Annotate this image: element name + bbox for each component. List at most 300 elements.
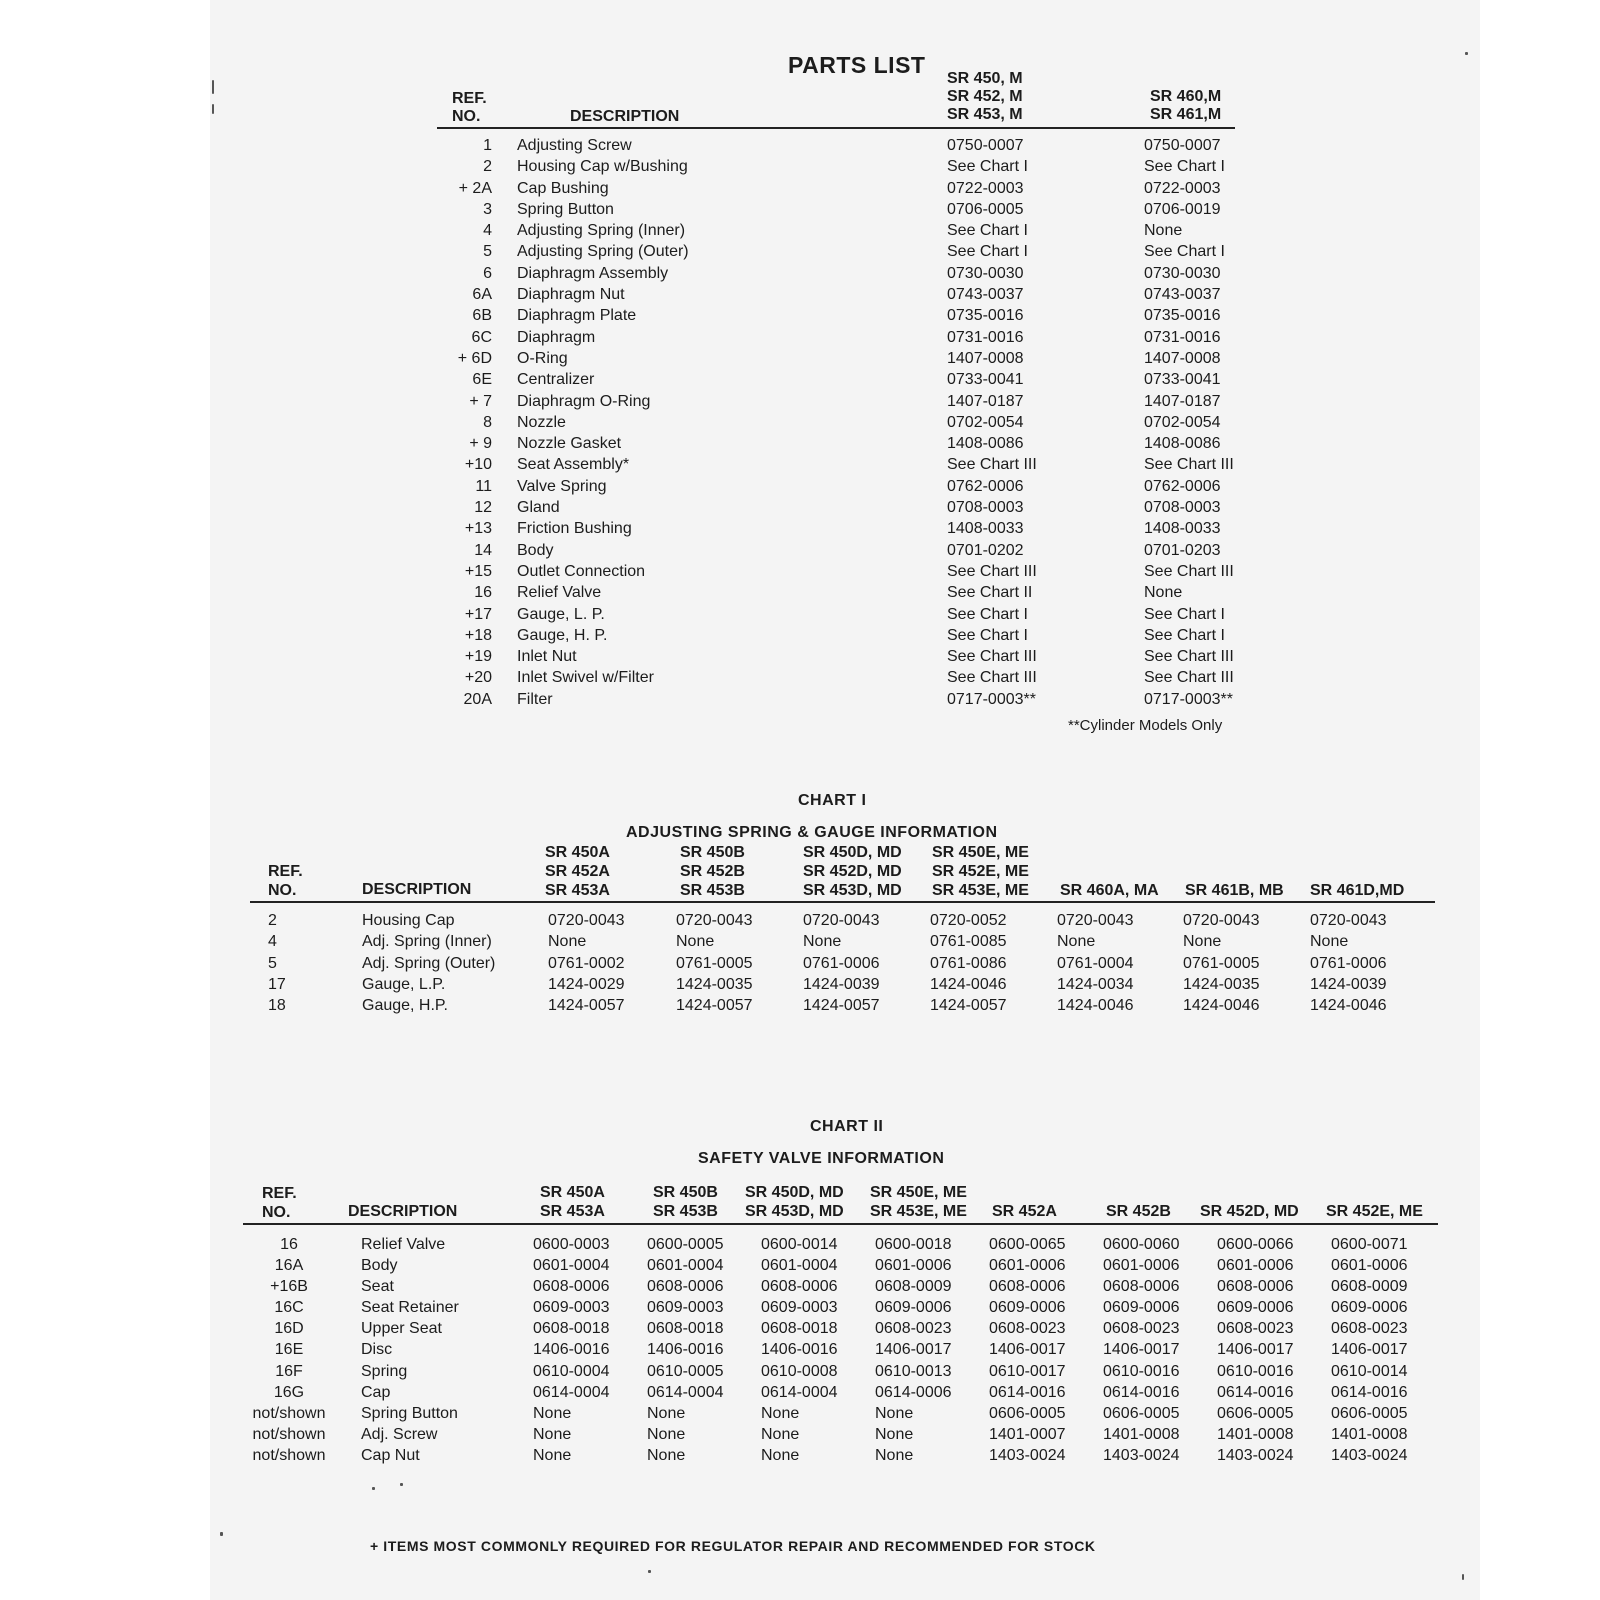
part-number-cell: 0608-0018 [533, 1320, 610, 1338]
part-number-cell: 0601-0006 [989, 1257, 1066, 1275]
part-number-cell: None [533, 1425, 572, 1443]
part-number-sr460-series: None [1144, 584, 1183, 602]
part-number-cell: 1406-0016 [647, 1341, 724, 1359]
part-number-cell: 1424-0034 [1057, 975, 1134, 993]
table-row [437, 542, 1257, 563]
part-number-sr450-series: See Chart I [947, 158, 1028, 176]
part-number-cell: 0601-0006 [1103, 1257, 1180, 1275]
scan-speck [372, 1487, 375, 1490]
table-row [437, 563, 1257, 584]
part-number-cell: 0601-0006 [875, 1257, 952, 1275]
part-number-cell: 0608-0006 [761, 1278, 838, 1296]
part-number-cell: 1424-0057 [676, 997, 753, 1015]
ref-number: 6B [472, 307, 492, 325]
table-row [243, 1341, 1443, 1362]
part-number-sr450-series: 0750-0007 [947, 137, 1024, 154]
part-number-sr460-series: 1407-0008 [1144, 349, 1221, 367]
ref-number: not/shown [252, 1404, 326, 1422]
ref-number: + 6D [457, 349, 492, 367]
parts-list-header-rule [437, 127, 1235, 129]
chart1-column-header [680, 843, 745, 900]
column-header-line: SR 453D, MD [745, 1203, 844, 1220]
part-number-cell: 0761-0004 [1057, 954, 1134, 972]
part-description: Cap [361, 1383, 391, 1401]
ref-number: 3 [483, 200, 492, 218]
parts-list-col2-header: SR 460,M SR 461,M [1150, 88, 1222, 123]
ref-number: +15 [464, 562, 492, 580]
part-number-sr460-series: 0717-0003** [1144, 690, 1233, 708]
chart2-table [243, 1236, 1443, 1468]
column-header-line: SR 450E, ME [932, 844, 1029, 861]
chart1-header-rule [250, 901, 1435, 903]
chart1-table [250, 912, 1440, 1018]
ref-number: + 9 [469, 435, 492, 453]
chart2-column-header [1326, 1202, 1423, 1221]
part-number-cell: 0608-0006 [989, 1278, 1066, 1296]
table-row [437, 606, 1257, 627]
part-number-cell: None [533, 1446, 572, 1464]
part-number-cell: 0606-0005 [1331, 1404, 1408, 1422]
part-description: Seat [361, 1278, 394, 1296]
part-description: Nozzle Gasket [517, 435, 622, 453]
part-number-cell: 1424-0046 [1310, 997, 1387, 1015]
part-number-sr460-series: 0730-0030 [1144, 264, 1221, 282]
part-number-sr460-series: See Chart III [1144, 648, 1234, 666]
part-description: Adj. Screw [361, 1425, 438, 1443]
table-row [243, 1257, 1443, 1278]
part-description: Friction Bushing [517, 520, 632, 538]
part-number-sr460-series: See Chart I [1144, 626, 1225, 644]
part-number-cell: None [647, 1425, 686, 1443]
part-number-sr460-series: 0750-0007 [1144, 137, 1221, 154]
part-number-cell: None [1057, 933, 1096, 951]
table-row [437, 456, 1257, 477]
part-number-sr450-series: 1408-0086 [947, 435, 1024, 453]
column-header-line: SR 453A [540, 1203, 605, 1220]
chart1-column-header [932, 843, 1029, 900]
ref-number: not/shown [252, 1425, 326, 1443]
ref-number: 6A [472, 286, 492, 304]
part-description: Filter [517, 690, 553, 708]
table-row [243, 1426, 1443, 1447]
part-number-cell: 0720-0043 [1057, 912, 1134, 929]
table-row [243, 1363, 1443, 1384]
part-number-cell: 0601-0006 [1331, 1257, 1408, 1275]
ref-number: +18 [464, 626, 492, 644]
part-number-cell: 1424-0046 [1057, 997, 1134, 1015]
column-header-line: SR 453A [545, 882, 610, 899]
scan-speck [212, 104, 214, 114]
ref-number: 8 [483, 413, 492, 431]
part-number-cell: 0609-0006 [989, 1299, 1066, 1317]
part-description: Diaphragm [517, 328, 596, 346]
part-number-cell: 0600-0003 [533, 1236, 610, 1253]
part-number-cell: 0600-0065 [989, 1236, 1066, 1253]
part-number-cell: 0610-0004 [533, 1362, 610, 1380]
part-number-cell: None [803, 933, 842, 951]
part-number-cell: 0601-0004 [761, 1257, 838, 1275]
part-number-sr460-series: 1408-0033 [1144, 520, 1221, 538]
table-row [437, 499, 1257, 520]
part-number-cell: None [761, 1404, 800, 1422]
column-header-line: SR 452B [680, 863, 745, 880]
part-number-cell: 0608-0018 [761, 1320, 838, 1338]
table-row [437, 478, 1257, 499]
table-row [437, 669, 1257, 690]
part-description: Cap Nut [361, 1446, 420, 1464]
part-number-cell: 0614-0004 [647, 1383, 724, 1401]
part-description: Nozzle [517, 413, 566, 431]
part-number-cell: 1403-0024 [1103, 1446, 1180, 1464]
part-description: Inlet Swivel w/Filter [517, 669, 654, 687]
part-number-cell: 0614-0004 [761, 1383, 838, 1401]
part-description: Body [517, 541, 554, 559]
part-description: Gauge, L. P. [517, 605, 605, 623]
ref-number: 16 [474, 584, 492, 602]
ref-number: 16E [274, 1341, 304, 1359]
chart2-column-header [870, 1183, 967, 1221]
part-description: O-Ring [517, 349, 568, 367]
table-row [437, 329, 1257, 350]
part-number-cell: 1424-0035 [676, 975, 753, 993]
part-number-cell: None [533, 1404, 572, 1422]
part-number-sr450-series: See Chart III [947, 648, 1037, 666]
part-number-cell: 1401-0008 [1331, 1425, 1408, 1443]
ref-number: 4 [268, 933, 277, 951]
part-number-sr450-series: See Chart III [947, 669, 1037, 687]
part-number-cell: 0761-0006 [1310, 954, 1387, 972]
scan-speck [400, 1483, 403, 1486]
part-description: Diaphragm Plate [517, 307, 637, 325]
part-number-cell: 0606-0005 [1103, 1404, 1180, 1422]
part-number-cell: 0606-0005 [989, 1404, 1066, 1422]
table-row [243, 1384, 1443, 1405]
ref-number: + 7 [469, 392, 492, 410]
table-row [250, 933, 1440, 954]
part-number-cell: 0600-0014 [761, 1236, 838, 1253]
table-row [437, 265, 1257, 286]
part-number-cell: 1424-0039 [1310, 975, 1387, 993]
part-description: Upper Seat [361, 1320, 442, 1338]
column-header-line: SR 453D, MD [803, 882, 902, 899]
part-number-cell: 1424-0029 [548, 975, 625, 993]
part-number-sr450-series: 0731-0016 [947, 328, 1024, 346]
table-row [437, 243, 1257, 264]
part-number-cell: 0606-0005 [1217, 1404, 1294, 1422]
part-number-sr450-series: 0743-0037 [947, 286, 1024, 304]
part-number-cell: 0720-0043 [548, 912, 625, 929]
scan-speck [648, 1570, 651, 1573]
part-number-sr460-series: See Chart III [1144, 669, 1234, 687]
ref-number: 16G [273, 1383, 305, 1401]
part-description: Cap Bushing [517, 179, 609, 197]
part-description: Valve Spring [517, 477, 607, 495]
part-number-cell: 0601-0004 [533, 1257, 610, 1275]
part-number-cell: 0614-0016 [1331, 1383, 1408, 1401]
column-header-line: SR 461D,MD [1310, 882, 1405, 899]
part-number-sr450-series: See Chart I [947, 605, 1028, 623]
chart1-column-header [1185, 881, 1284, 900]
part-number-sr460-series: 0762-0006 [1144, 477, 1221, 495]
part-number-cell: 0608-0023 [1331, 1320, 1408, 1338]
table-row [437, 691, 1257, 712]
part-number-cell: None [548, 933, 587, 951]
table-row [250, 976, 1440, 997]
part-number-cell: 1401-0007 [989, 1425, 1066, 1443]
part-number-cell: 0609-0006 [1103, 1299, 1180, 1317]
chart2-column-header [992, 1202, 1057, 1221]
part-number-cell: 0609-0003 [533, 1299, 610, 1317]
ref-number: 16A [274, 1257, 304, 1275]
part-number-cell: 0608-0006 [647, 1278, 724, 1296]
part-description: Adjusting Screw [517, 137, 632, 154]
scan-speck [1462, 1574, 1464, 1580]
part-number-cell: 0601-0004 [647, 1257, 724, 1275]
part-number-sr460-series: None [1144, 222, 1183, 240]
column-header-line: SR 452B [1106, 1203, 1171, 1220]
table-row [437, 371, 1257, 392]
part-number-cell: 0608-0023 [875, 1320, 952, 1338]
part-number-cell: 1403-0024 [1217, 1446, 1294, 1464]
part-number-cell: 1424-0057 [803, 997, 880, 1015]
chart2-column-header [653, 1183, 718, 1221]
part-number-cell: None [676, 933, 715, 951]
part-number-cell: None [875, 1425, 914, 1443]
table-row [243, 1447, 1443, 1468]
part-number-sr460-series: 0701-0203 [1144, 541, 1221, 559]
part-number-sr450-series: 0717-0003** [947, 690, 1036, 708]
part-description: Housing Cap w/Bushing [517, 158, 688, 176]
table-row [243, 1299, 1443, 1320]
chart2-header-rule [243, 1223, 1438, 1225]
part-number-sr460-series: 0735-0016 [1144, 307, 1221, 325]
column-header-line: SR 452E, ME [1326, 1203, 1423, 1220]
part-number-cell: 0610-0017 [989, 1362, 1066, 1380]
ref-number: 18 [268, 997, 286, 1015]
table-row [437, 627, 1257, 648]
part-number-cell: 0600-0071 [1331, 1236, 1408, 1253]
part-number-cell: 0608-0006 [1103, 1278, 1180, 1296]
scan-speck [220, 1532, 223, 1536]
part-number-sr450-series: 0733-0041 [947, 371, 1024, 389]
parts-list-col1-header: SR 450, M SR 452, M SR 453, M [947, 70, 1023, 123]
ref-number: 12 [474, 499, 492, 517]
part-description: Diaphragm Assembly [517, 264, 669, 282]
part-number-sr450-series: See Chart III [947, 456, 1037, 474]
ref-number: 16C [274, 1299, 304, 1317]
scan-speck [1465, 52, 1468, 55]
ref-number: +19 [464, 648, 492, 666]
part-number-sr460-series: See Chart III [1144, 456, 1234, 474]
ref-number: 2 [483, 158, 492, 176]
part-number-cell: 0761-0005 [676, 954, 753, 972]
part-number-sr460-series: See Chart I [1144, 605, 1225, 623]
column-header-line: SR 450A [545, 844, 610, 861]
part-number-sr460-series: 0731-0016 [1144, 328, 1221, 346]
part-number-cell: 1401-0008 [1217, 1425, 1294, 1443]
part-number-cell: 0600-0060 [1103, 1236, 1180, 1253]
ref-number: + 2A [458, 179, 492, 197]
part-number-cell: None [761, 1425, 800, 1443]
chart1-ref-header: REF. NO. [268, 863, 303, 899]
part-number-cell: 0610-0008 [761, 1362, 838, 1380]
ref-number: 6 [483, 264, 492, 282]
column-header-line: SR 453B [653, 1203, 718, 1220]
part-description: Adjusting Spring (Outer) [517, 243, 689, 261]
column-header-line: SR 450D, MD [803, 844, 902, 861]
chart2-desc-header: DESCRIPTION [348, 1203, 458, 1220]
ref-number: 20A [463, 690, 492, 708]
column-header-line: SR 452D, MD [803, 863, 902, 880]
part-number-cell: 0614-0016 [1103, 1383, 1180, 1401]
part-number-cell: 0614-0004 [533, 1383, 610, 1401]
part-number-sr460-series: See Chart III [1144, 562, 1234, 580]
part-number-sr460-series: 0708-0003 [1144, 499, 1221, 517]
part-number-cell: 0614-0016 [989, 1383, 1066, 1401]
part-number-cell: 0608-0009 [875, 1278, 952, 1296]
ref-number: 5 [268, 954, 277, 972]
part-number-cell: 0720-0043 [1310, 912, 1387, 929]
part-number-sr460-series: 0706-0019 [1144, 200, 1221, 218]
part-number-cell: 0609-0003 [647, 1299, 724, 1317]
part-number-cell: 1406-0017 [875, 1341, 952, 1359]
column-header-line: SR 450E, ME [870, 1184, 967, 1201]
column-header-line: SR 452A [992, 1203, 1057, 1220]
column-header-line: SR 453E, ME [932, 882, 1029, 899]
column-header-line: SR 450D, MD [745, 1184, 844, 1201]
parts-list-footnote: **Cylinder Models Only [1068, 717, 1223, 734]
part-number-cell: 1406-0017 [1331, 1341, 1408, 1359]
part-description: Spring Button [517, 200, 614, 218]
table-row [437, 648, 1257, 669]
ref-number: 2 [268, 912, 277, 929]
part-number-cell: 1406-0017 [989, 1341, 1066, 1359]
ref-number: 14 [474, 541, 492, 559]
part-description: Spring Button [361, 1404, 458, 1422]
column-header-line: SR 460A, MA [1060, 882, 1159, 899]
column-header-line: SR 453E, ME [870, 1203, 967, 1220]
part-number-sr460-series: See Chart I [1144, 158, 1225, 176]
part-number-sr450-series: 1408-0033 [947, 520, 1024, 538]
part-number-sr450-series: See Chart II [947, 584, 1033, 602]
table-row [437, 201, 1257, 222]
column-header-line: SR 450B [653, 1184, 718, 1201]
table-row [250, 912, 1440, 933]
part-number-cell: None [1310, 933, 1349, 951]
part-number-cell: 0608-0018 [647, 1320, 724, 1338]
part-number-cell: 0600-0005 [647, 1236, 724, 1253]
part-number-cell: None [1183, 933, 1222, 951]
part-number-cell: 0601-0006 [1217, 1257, 1294, 1275]
part-number-sr450-series: 0722-0003 [947, 179, 1024, 197]
part-number-sr460-series: 0743-0037 [1144, 286, 1221, 304]
chart2-column-header [540, 1183, 605, 1221]
part-number-cell: 0609-0003 [761, 1299, 838, 1317]
part-number-sr460-series: See Chart I [1144, 243, 1225, 261]
part-description: Gauge, H.P. [362, 997, 448, 1015]
part-number-sr450-series: See Chart I [947, 222, 1028, 240]
column-header-line: SR 452A [545, 863, 610, 880]
table-row [437, 307, 1257, 328]
part-number-cell: 0609-0006 [1217, 1299, 1294, 1317]
table-row [437, 158, 1257, 179]
part-number-cell: 1406-0016 [761, 1341, 838, 1359]
part-number-sr450-series: 0702-0054 [947, 413, 1024, 431]
ref-number: +10 [464, 456, 492, 474]
ref-number: +13 [464, 520, 492, 538]
part-number-cell: 0610-0016 [1217, 1362, 1294, 1380]
part-number-cell: 0608-0006 [533, 1278, 610, 1296]
ref-number: 11 [475, 477, 492, 495]
part-number-cell: 0600-0018 [875, 1236, 952, 1253]
part-number-cell: 0761-0005 [1183, 954, 1260, 972]
part-number-cell: 1424-0035 [1183, 975, 1260, 993]
chart1-title: CHART I [798, 792, 867, 809]
column-header-line: SR 453B [680, 882, 745, 899]
part-number-cell: 1403-0024 [1331, 1446, 1408, 1464]
table-row [437, 393, 1257, 414]
table-row [437, 435, 1257, 456]
part-number-cell: 0608-0023 [989, 1320, 1066, 1338]
table-row [250, 955, 1440, 976]
part-number-sr450-series: 0762-0006 [947, 477, 1024, 495]
ref-number: +20 [464, 669, 492, 687]
ref-number: 17 [268, 975, 286, 993]
part-number-cell: 1424-0046 [930, 975, 1007, 993]
chart1-column-header [1060, 881, 1159, 900]
part-number-sr450-series: See Chart I [947, 243, 1028, 261]
chart2-title: CHART II [810, 1118, 884, 1135]
column-header-line: SR 461B, MB [1185, 882, 1284, 899]
part-number-cell: None [875, 1404, 914, 1422]
ref-number: 16 [280, 1236, 298, 1253]
part-number-cell: 0610-0005 [647, 1362, 724, 1380]
part-description: Diaphragm Nut [517, 286, 625, 304]
part-number-cell: 0720-0043 [676, 912, 753, 929]
part-number-cell: 0720-0043 [1183, 912, 1260, 929]
chart1-column-header [803, 843, 902, 900]
ref-number: 5 [483, 243, 492, 261]
part-number-cell: 0608-0006 [1217, 1278, 1294, 1296]
ref-number: 6C [471, 328, 492, 346]
part-number-cell: 0761-0086 [930, 954, 1007, 972]
part-number-cell: 0609-0006 [875, 1299, 952, 1317]
part-number-cell: 0610-0016 [1103, 1362, 1180, 1380]
chart1-column-header [1310, 881, 1404, 900]
part-number-cell: 0610-0014 [1331, 1362, 1408, 1380]
part-description: Disc [361, 1341, 393, 1359]
part-number-sr450-series: 0706-0005 [947, 200, 1024, 218]
table-row [243, 1405, 1443, 1426]
part-number-sr450-series: 0730-0030 [947, 264, 1024, 282]
part-number-cell: 0761-0085 [930, 933, 1007, 951]
part-description: Housing Cap [362, 912, 455, 929]
part-number-cell: 1403-0024 [989, 1446, 1066, 1464]
chart1-desc-header: DESCRIPTION [362, 881, 472, 898]
part-number-sr450-series: 1407-0008 [947, 349, 1024, 367]
parts-list-ref-header: REF. NO. [452, 90, 487, 125]
scan-speck [212, 80, 214, 94]
part-description: Outlet Connection [517, 562, 646, 580]
chart2-column-header [1106, 1202, 1171, 1221]
part-description: Body [361, 1257, 398, 1275]
part-number-cell: 0608-0023 [1217, 1320, 1294, 1338]
part-number-cell: None [647, 1446, 686, 1464]
part-number-sr450-series: See Chart III [947, 562, 1037, 580]
part-number-cell: 0761-0006 [803, 954, 880, 972]
part-number-cell: None [761, 1446, 800, 1464]
table-row [437, 414, 1257, 435]
